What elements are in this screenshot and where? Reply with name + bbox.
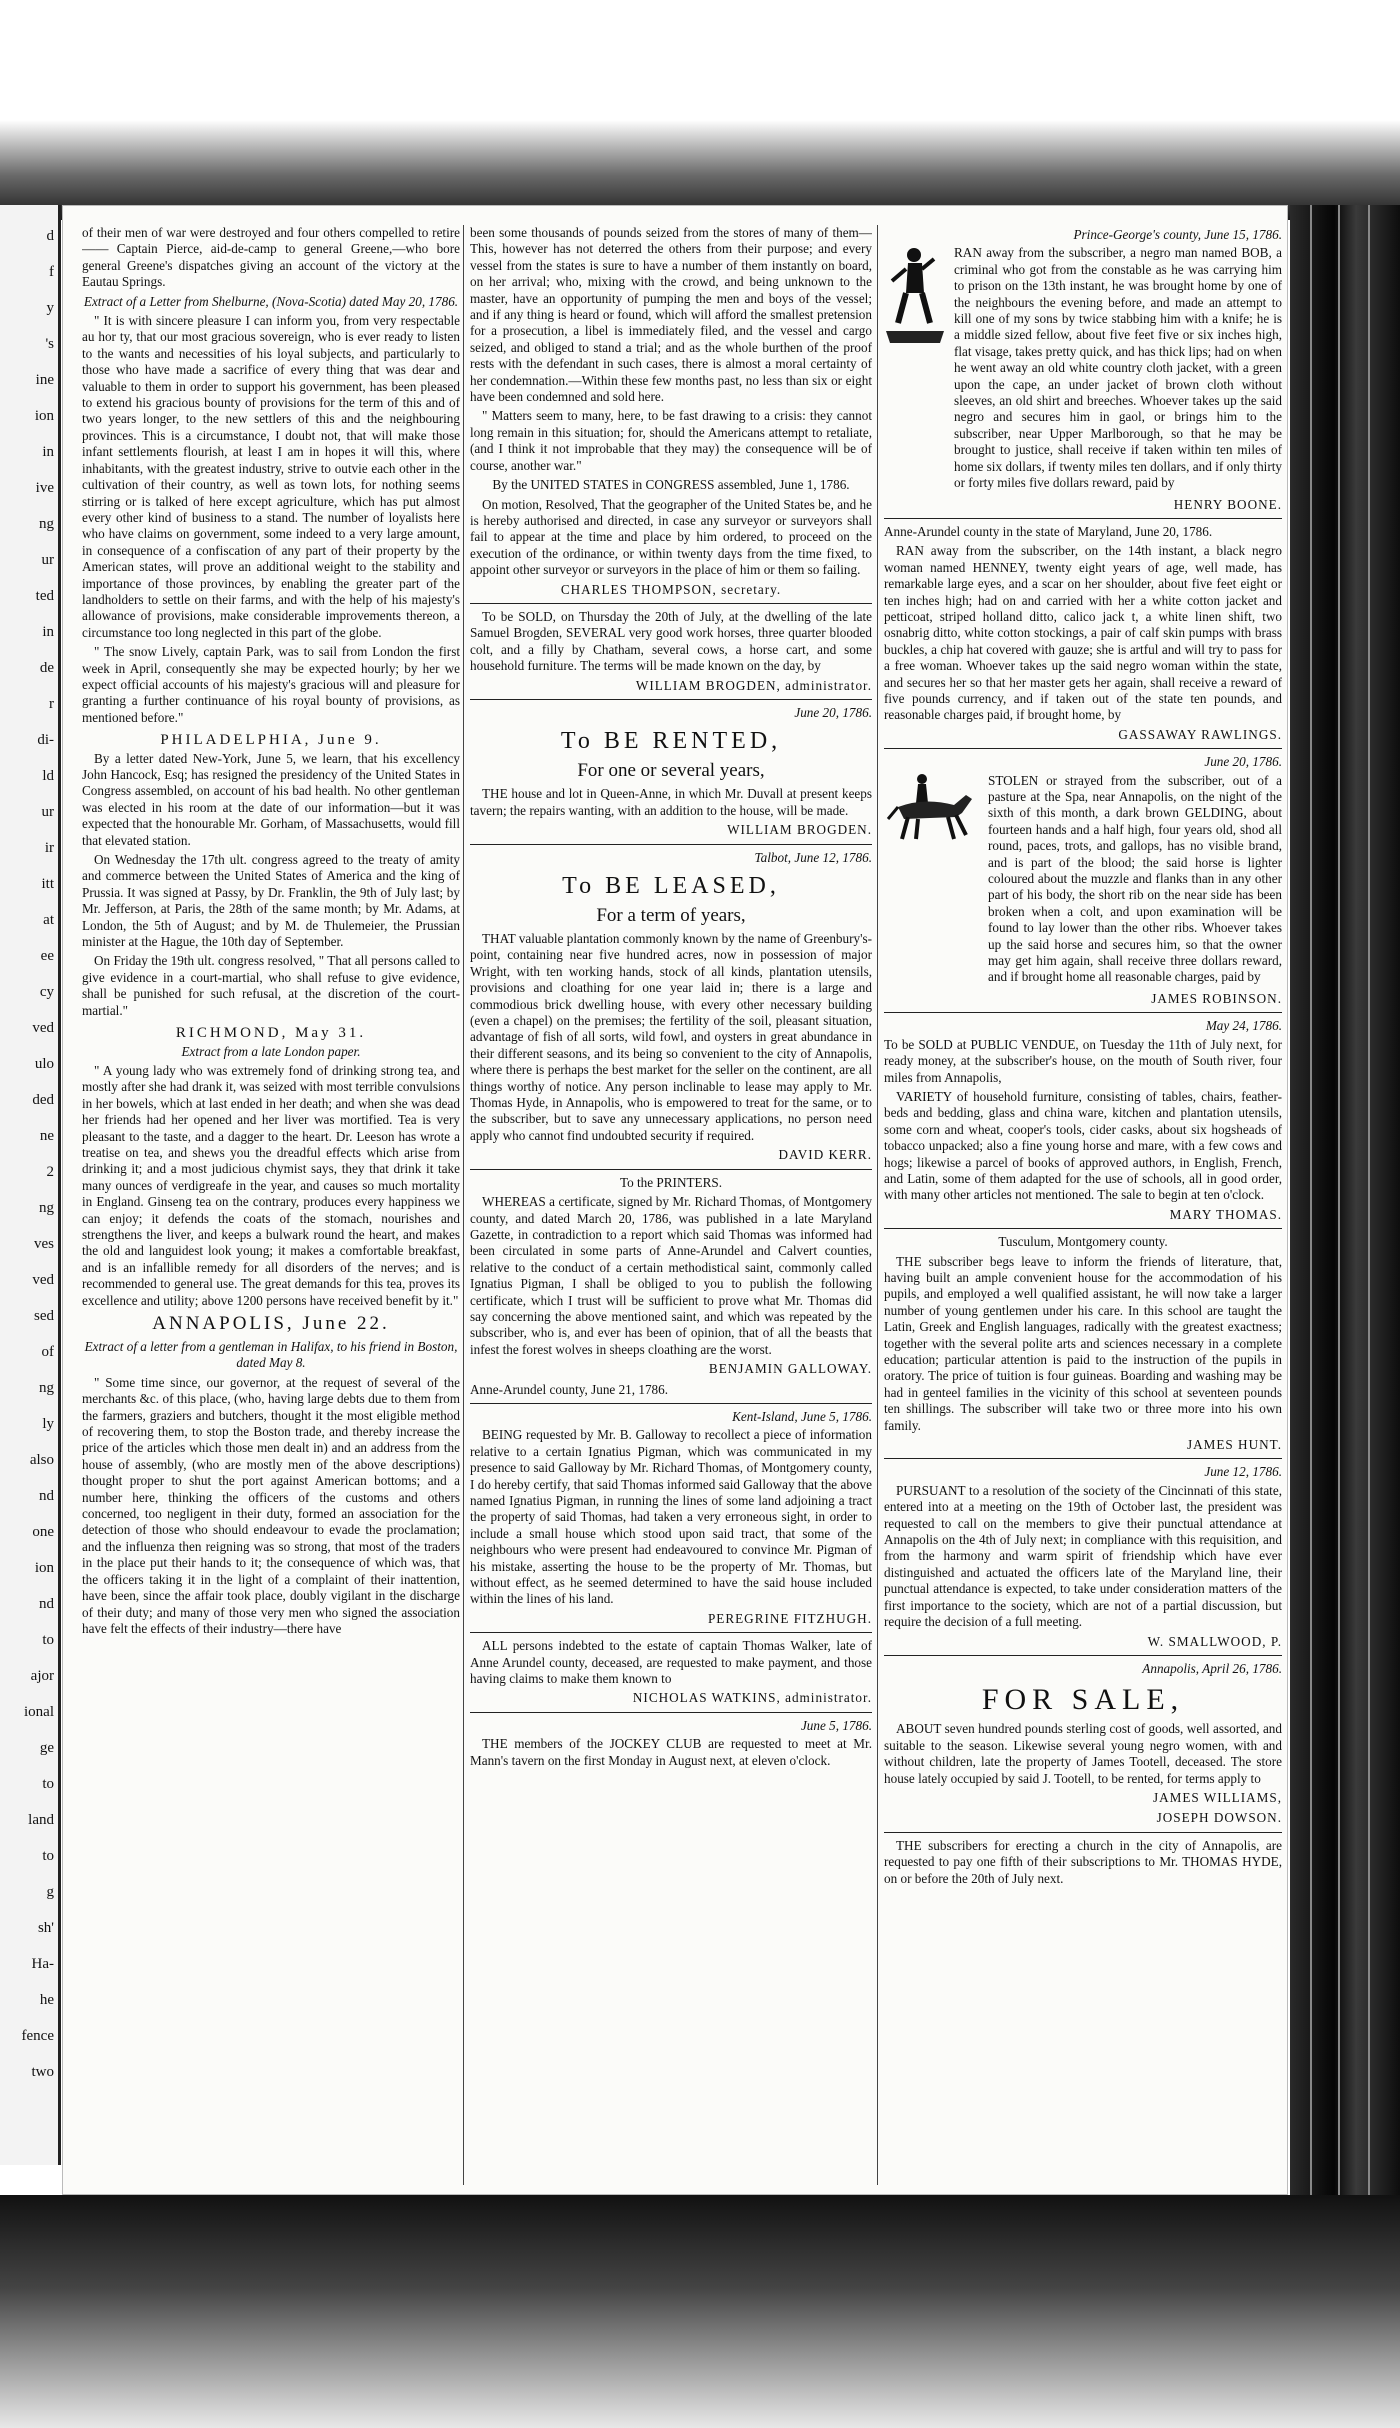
margin-fragment: di-	[37, 732, 54, 748]
extract-heading: Extract of a letter from a gentleman in Halifax, to his friend in Boston, dated May 8.	[84, 1339, 458, 1371]
margin-fragment: Ha-	[31, 1956, 54, 1972]
runaway-figure-icon	[884, 245, 946, 345]
margin-fragment: 2	[46, 1164, 54, 1180]
signature: JOSEPH DOWSON.	[1156, 1810, 1282, 1826]
advert-text: PURSUANT to a resolution of the society of the Cincinnati of this state, entered into at a meeting on the 19th of October last, the president was requested to call on the members to give their punctual attendance at Annapolis on the 4th of July next; in compliance with this requisition, and from the harmony and warm spirit of friendship which have ever distinguished and actuated the officers late of the Maryland line, their punctual attendance is expected, to take under consideration matters of the first importance to the society, which are not of a partial discussion, but require the decision of a full meeting.	[884, 1482, 1282, 1630]
signature: JAMES ROBINSON.	[1151, 990, 1282, 1006]
margin-fragment: nd	[39, 1488, 54, 1504]
margin-fragment: ion	[34, 1560, 54, 1576]
advert-date: June 20, 1786.	[1204, 754, 1282, 770]
margin-fragment: ur	[41, 804, 54, 820]
margin-fragment: ved	[32, 1272, 54, 1288]
advert-date: Talbot, June 12, 1786.	[754, 849, 872, 865]
margin-fragment: ly	[42, 1416, 54, 1432]
margin-fragment: ng	[39, 516, 54, 532]
article-text: " The snow Lively, captain Park, was to sail from London the first week in April, consequently she may be expected hourly; by her we expect official accounts of his majesty's gracious will and pleasure for granting a further continuance of his royal bounty of provisions, as mentioned before."	[82, 644, 460, 725]
advert-text: ALL persons indebted to the estate of captain Thomas Walker, late of Anne Arundel county, deceased, are requested to make payment, and those having claims to make them known to	[470, 1638, 872, 1687]
signature: W. SMALLWOOD, P.	[1147, 1633, 1282, 1649]
article-text: On motion, Resolved, That the geographer of the United States be, and he is hereby authorised and directed, in case any surveyor or surveyors shall fail to appear at the time and place by him ordered, to proceed on the execution of the ordinance, or within twenty days from the time fixed, to appoint other surveyor or surveyors in the place of him or them so failing.	[470, 496, 872, 578]
margin-fragment: ion	[34, 408, 54, 424]
advert-date: June 5, 1786.	[800, 1717, 872, 1733]
advert-text: ABOUT seven hundred pounds sterling cost of goods, well assorted, and suitable to the season. Likewise several young negro women, with and without children, late the property of James Tootell, deceased. The store house lately occupied by said J. Tootell, to be rented, for terms apply to	[884, 1721, 1282, 1786]
signature: WILLIAM BROGDEN.	[727, 822, 872, 838]
margin-fragment: y	[46, 300, 54, 316]
advert-date: May 24, 1786.	[1205, 1018, 1282, 1034]
article-text: " Some time since, our governor, at the request of several of the merchants &c. of this place, (who, having large debts due to them from the farmers, graziers and butchers, thought it the most eligible method of recovering them, to stop the Boston trade, and thereby increase the price of the articles which those men dealt in) and an address from the house of assembly, (who are mostly men of the above descriptions) thought proper to shut the port against American bottoms; and a number here, thinking the officers of the customs and others concerned, too negligent in their duty, formed an association for the detection of those who should endeavour to evade the proclamation; and the influenza then reigning was so strong, that most of the traders in the place put their hands to it; the consequence of which was, that the officers taking it in the light of a complaint of their inattention, have been, since the affair took place, doubly vigilant in the discharge of their duty; and many of those very men who signed the association have felt the effects of their industry—there have	[82, 1374, 460, 1636]
margin-fragment: f	[49, 264, 54, 280]
advert-date: June 20, 1786.	[794, 704, 872, 720]
margin-fragment: ng	[39, 1200, 54, 1216]
margin-fragment: d	[46, 228, 54, 244]
margin-fragment: in	[42, 624, 54, 640]
margin-fragment: to	[42, 1848, 54, 1864]
advert-text: THAT valuable plantation commonly known by the name of Greenbury's-point, containing near five hundred acres, now in possession of major Wright, with ten working hands, stock of all kinds, plantation utensils, provisions and cloathing for one year laid in; there is a large and commodious brick dwelling house, with every other necessary building (even a chapel) on the premises; the fertility of the soil, pleasant situation, advantage of fish of all sorts, wild fowl, and oysters in great abundance in their different seasons, and its being so convenient to the city of Annapolis, where there is perhaps the best market for the seller on the continent, are all things worthy of notice. Any person inclinable to lease may apply to Mr. Thomas Hyde, in Annapolis, who is empowered to treat for the same, or to the subscriber, but to save any unnecessary applications, no person need apply who cannot find undoubted security if required.	[470, 931, 872, 1143]
article-text: " It is with sincere pleasure I can inform you, from very respectable au hor ty, that our most gracious sovereign, who is ever ready to listen to the wants and necessities of his loyal subjects, and particularly to those who have made a sacrifice of every thing that was dear and valuable to them in order to support his government, has been pleased to extend his gracious bounty of provisions for the term of this and of two years longer, to the new settlers of this and the neighbouring provinces. This is a circumstance, I doubt not, that will make those infant settlements flourish, at least I am in hopes it will this, where inhabitants, with the greatest industry, strive to outvie each other in the cultivation of their country, as well as town lots, for nothing seems stirring or is talked of here except agriculture, which has put almost every other kind of business to a stand. The number of loyalists here who have claims on government, some indeed to a very large amount, in consequence of a confiscation of any part of their property by the American states, will prove an additional weight to the stability and importance of those provinces, by enabling the greater part of the landholders to settle on their farms, and with the help of his majesty's allowance of provisions, make considerable improvements thereon, a circumstance too long neglected in this part of the globe.	[82, 313, 460, 640]
advert-text: THE subscriber begs leave to inform the friends of literature, that, having built an ample convenient house for the accommodation of his pupils, and employed a well qualified assistant, he will now take a larger number of young gentlemen under his care. In this school are taught the Latin, Greek and English languages, radically with the greatest exactness; together with the several polite arts and sciences necessary in a complete education; particular attention is paid to the instruction of the pupils in oratory. The price of tuition is four guineas. Boarding and washing may be had in genteel families in the vicinity of this school at seventeen pounds ten shillings. The subscriber will take two or three more into his own family.	[884, 1253, 1282, 1433]
margin-fragment: ur	[41, 552, 54, 568]
letter-place: Anne-Arundel county, June 21, 1786.	[470, 1381, 669, 1397]
margin-fragment: fence	[21, 2028, 54, 2044]
signature: PEREGRINE FITZHUGH.	[707, 1610, 872, 1626]
extract-heading: Extract from a late London paper.	[181, 1043, 361, 1059]
signature: MARY THOMAS.	[1169, 1206, 1282, 1222]
extract-heading: Extract of a Letter from Shelburne, (Nova-Scotia) dated May 20, 1786.	[83, 293, 459, 309]
signature: BENJAMIN GALLOWAY.	[708, 1361, 872, 1377]
margin-fragment: ge	[39, 1740, 54, 1756]
margin-fragment: sed	[34, 1308, 54, 1324]
margin-fragment: ajor	[30, 1668, 54, 1684]
margin-fragment: cy	[39, 984, 54, 1000]
advert-text: VARIETY of household furniture, consisting of tables, chairs, feather-beds and bedding, glass and china ware, kitchen and plantation utensils, some corn and wheat, cooper's tools, cider casks, about six hogsheads of tobacco unpacked; also a fine young horse and mare, with a few cows and hogs; likewise a parcel of books of approved authors, in English, French, and Latin, some of them adapted for the use of schools, all in good order, with many other articles not mentioned. The sale to begin at ten o'clock.	[884, 1088, 1282, 1203]
scan-shadow-bottom	[0, 2195, 1400, 2428]
margin-fragment: 's	[45, 336, 54, 352]
congress-heading: By the UNITED STATES in CONGRESS assembled, June 1, 1786.	[492, 477, 850, 493]
margin-fragment: in	[42, 444, 54, 460]
newspaper-page	[62, 205, 1288, 2195]
advert-date: Annapolis, April 26, 1786.	[1142, 1660, 1282, 1676]
adjacent-page-margin	[0, 205, 61, 2165]
margin-fragment: one	[32, 1524, 54, 1540]
article-text: On Friday the 19th ult. congress resolved, " That all persons called to give evidence in a court-martial, who shall refuse to give evidence, shall be punished for such refusal, at the discretion of the court-martial."	[82, 953, 460, 1018]
letter-text: WHEREAS a certificate, signed by Mr. Richard Thomas, of Montgomery county, and dated March 20, 1786, was published in a late Maryland Gazette, in contradiction to a report which said Thomas was informed had been circulated in some parts of Anne-Arundel and Calvert counties, relative to the conduct of a certain methodistical saint, commonly called Ignatius Pigman, I shall be obliged to you to publish the following certificate, which I trust will be sufficient to prove what Mr. Thomas did say concerning the above mentioned saint, and which was repeated by the subscriber, who is, and ever has been of opinion, that of all the beasts that infest the forest wolves in sheeps cloathing are the worst.	[470, 1194, 872, 1357]
dateline-heading: PHILADELPHIA, June 9.	[160, 732, 382, 749]
margin-fragment: ional	[24, 1704, 54, 1720]
advert-text: RAN away from the subscriber, on the 14th instant, a black negro woman named HENNEY, twenty eight years of age, well made, has remarkable large eyes, and a scar on her shoulder, about five feet eight or ten inches high; had on and carried with her a white cotton jacket and petticoat, striped holland ditto, calico jack t, a white linen shift, two osnabrig ditto, white cotton stockings, a pair of calf skin pumps with brass buckles, a chip hat covered with gauze; she is artful and will try to pass for a free woman. Whoever takes up the said negro woman within the state, and secures her so that her master gets her again, shall receive a reward of five pounds currency, and if taken out of the state ten pounds, and reasonable charges paid, if brought home, by	[884, 543, 1282, 723]
margin-fragment: ne	[39, 1128, 54, 1144]
dateline-heading: ANNAPOLIS, June 22.	[152, 1313, 390, 1334]
advert-text: THE house and lot in Queen-Anne, in which Mr. Duvall at present keeps tavern; the repairs wanting, with an addition to the house, will be made.	[470, 786, 872, 818]
margin-fragment: two	[31, 2064, 54, 2080]
margin-fragment: ir	[44, 840, 54, 856]
margin-fragment: ld	[42, 768, 54, 784]
column-1	[82, 225, 460, 2185]
advert-heading: To BE RENTED,	[560, 728, 782, 755]
margin-fragment: ee	[40, 948, 54, 964]
margin-fragment: itt	[41, 876, 54, 892]
margin-fragment: ive	[35, 480, 54, 496]
advert-place: Tusculum, Montgomery county.	[998, 1234, 1168, 1250]
advert-text: To be SOLD, on Thursday the 20th of July, at the dwelling of the late Samuel Brogden, SEVERAL very good work horses, three quarter blooded colt, and a filly by Chatham, several cows, a horse cart, and some household furniture. The terms will be made known on the day, by	[470, 608, 872, 674]
margin-fragment: at	[43, 912, 54, 928]
margin-fragment: ded	[32, 1092, 54, 1108]
advert-date: June 12, 1786.	[1204, 1464, 1282, 1480]
margin-fragment: also	[29, 1452, 54, 1468]
margin-fragment: ine	[35, 372, 54, 388]
signature: WILLIAM BROGDEN, administrator.	[635, 677, 872, 693]
signature: HENRY BOONE.	[1173, 496, 1282, 512]
article-text: By a letter dated New-York, June 5, we learn, that his excellency John Hancock, Esq; has resigned the presidency of the United States in Congress assembled, on account of his bad health. No other gentleman was elected in his room at the date of our information—but it was expected that the honourable Mr. Gorham, of Massachusetts, would fill that elevated station.	[82, 750, 460, 848]
letter-heading: To the PRINTERS.	[619, 1174, 722, 1190]
advert-heading: FOR SALE,	[981, 1683, 1185, 1717]
article-text: been some thousands of pounds seized from the stores of many of them—This, however has not deterred the others from their purpose; and every vessel from the states is sure to have a number of them instantly on board, on her arrival; who, mixing with the crowd, and being unknown to the master, have an opportunity of pumping the men and boys of the vessel; and if any thing is heard or found, which will afford the smallest pretension for a prosecution, a libel is immediately filed, and the vessel and cargo seized, and obliged to stand a trial; and as the whole burthen of the proof rests with the defendant in such cases, there is almost a moral certainty of her condemnation.—Within these few months past, no less than six or eight have been condemned and sold here.	[470, 225, 872, 405]
signature: JAMES WILLIAMS,	[1152, 1789, 1282, 1805]
signature: DAVID KERR.	[778, 1147, 872, 1163]
book-binding	[1290, 205, 1400, 2225]
advert-heading: To BE LEASED,	[562, 873, 780, 899]
letter-text: BEING requested by Mr. B. Galloway to recollect a piece of information relative to a certain Ignatius Pigman, which was communicated in my presence to said Galloway by Mr. Richard Thomas, of Montgomery county, I do hereby certify, that said Thomas informed said Galloway that the above named Ignatius Pigman, in running the lines of some land adjoining a tract the property of said Thomas, had taken a very erroneous sight, in order to include a small house which stood upon said tract, that some of the neighbours who were present had endeavoured to convince Mr. Pigman of his mistake, asserting the house to be the property of Mr. Thomas, but without effect, as he seemed determined to have the said house included within the lines of his land.	[470, 1427, 872, 1607]
signature: CHARLES THOMPSON, secretary.	[560, 581, 782, 597]
margin-fragment: he	[39, 1992, 54, 2008]
advert-text: RAN away from the subscriber, a negro man named BOB, a criminal who got from the constable as he was carrying him to prison on the 13th instant, he was brought home by one of the neighbours the evening before, and made an attempt to kill one of my sons by twice stabbing him with a knife; he is a middle sized fellow, about five feet five or six inches high, flat visage, takes pretty quick, and has thick lips; had on when he went away an old white country cloth jacket, with a green upon the cape, an under jacket of brown cloth without sleeves, an old shirt and breeches. Whoever takes up the said negro and secures him in gaol, or brings him to the subscriber, near Upper Marlborough, so that he may be brought to justice, shall receive if taken within ten miles of home six dollars, if twenty miles ten dollars, and if only thirty or forty miles five dollars reward, paid by	[954, 245, 1282, 491]
signature: GASSAWAY RAWLINGS.	[1118, 726, 1282, 742]
signature: JAMES HUNT.	[1186, 1437, 1282, 1453]
margin-fragment: ng	[39, 1380, 54, 1396]
article-text: " Matters seem to many, here, to be fast drawing to a crisis: they cannot long remain in this situation; for, should the Americans attempt to retaliate, (and I think it not improbable that they may) the consequence will be of course, another war."	[470, 408, 872, 473]
advert-date: Kent-Island, June 5, 1786.	[732, 1408, 872, 1424]
advert-subheading: For a term of years,	[596, 905, 746, 926]
advert-place: Anne-Arundel county in the state of Maryland, June 20, 1786.	[884, 523, 1213, 539]
margin-fragment: to	[42, 1776, 54, 1792]
margin-fragment: r	[49, 696, 54, 712]
margin-fragment: land	[28, 1812, 54, 1828]
advert-text: STOLEN or strayed from the subscriber, out of a pasture at the Spa, near Annapolis, on the night of the sixth of this month, a dark brown GELDING, about fourteen hands and a half high, four years old, shod all round, paces, trots, and gallops, has no visible brand, and is part of the blood; the said horse is lighter coloured about the muzzle and flanks than in any other part of his body, the short rib on the near side has been broken when a colt, and upon examination will be found to lay lower than the other ribs. Whoever takes up the said horse and secures him, so that the owner may get him again, shall receive three dollars reward, and if brought home all reasonable charges, paid by	[988, 772, 1282, 985]
dateline-heading: RICHMOND, May 31.	[175, 1025, 367, 1042]
margin-fragment: de	[39, 660, 54, 676]
margin-fragment: ted	[35, 588, 54, 604]
margin-fragment: to	[42, 1632, 54, 1648]
article-text: " A young lady who was extremely fond of drinking strong tea, and mostly after she had drank it, was seized with most terrible convulsions in her bowels, which at last ended in her death; and when she was dead her friends had her opened and her liver was mortified. Tea is very pleasant to the taste, and a dagger to the heart. Dr. Leeson has wrote a treatise on tea, and shews you the dreadful effects which arise from drinking it; and a most judicious chymist says, they that drink it take many ounces of verdigreafe in the year, and causes so much mortality in England. Ginseng tea on the contrary, produces every happiness we can enjoy; it defends the coats of the stomach, nourishes and strengthens the liver, and keeps a bulwark round the heart, and makes the old and languidest look young; it makes a comfortable breakfast, and is an infallible remedy for all disorders of the nerves; and is recommended to general use. The great demands for this tea, proves its excellence and utility; above 1200 persons have received benefit by it."	[82, 1062, 460, 1308]
article-text: of their men of war were destroyed and four others compelled to retire —— Captain Pierce, aid-de-camp to general Greene,—who bore general Greene's dispatches giving an account of the victory at the Eautau Springs.	[82, 225, 460, 290]
column-2	[470, 225, 872, 2185]
article-text: On Wednesday the 17th ult. congress agreed to the treaty of amity and commerce between the United States of America and the king of Prussia. It was signed at Passy, by Dr. Franklin, the 9th of July last; by Mr. Jefferson, at Paris, the 28th of the same month; by Mr. Adams, at London, the 5th of August; and by M. de Thulemeier, the Prussian minister at the Hague, the 10th day of September.	[82, 852, 460, 950]
margin-fragment: g	[46, 1884, 54, 1900]
margin-fragment: sh'	[37, 1920, 54, 1936]
margin-fragment: ves	[34, 1236, 54, 1252]
advert-subheading: For one or several years,	[577, 760, 765, 782]
advert-text: THE members of the JOCKEY CLUB are requested to meet at Mr. Mann's tavern on the first Monday in August next, at eleven o'clock.	[470, 1736, 872, 1768]
margin-fragment: ulo	[34, 1056, 54, 1072]
advert-text: THE subscribers for erecting a church in the city of Annapolis, are requested to pay one fifth of their subscriptions to Mr. THOMAS HYDE, on or before the 20th of July next.	[884, 1837, 1282, 1886]
advert-date: Prince-George's county, June 15, 1786.	[1073, 227, 1282, 242]
column-3	[884, 225, 1282, 2185]
margin-fragment: of	[41, 1344, 54, 1360]
horse-rider-icon	[884, 773, 980, 843]
signature: NICHOLAS WATKINS, administrator.	[632, 1690, 872, 1706]
advert-text: To be SOLD at PUBLIC VENDUE, on Tuesday the 11th of July next, for ready money, at the subscriber's house, on the mouth of South river, four miles from Annapolis,	[884, 1036, 1282, 1085]
margin-fragment: ved	[32, 1020, 54, 1036]
margin-fragment: nd	[39, 1596, 54, 1612]
